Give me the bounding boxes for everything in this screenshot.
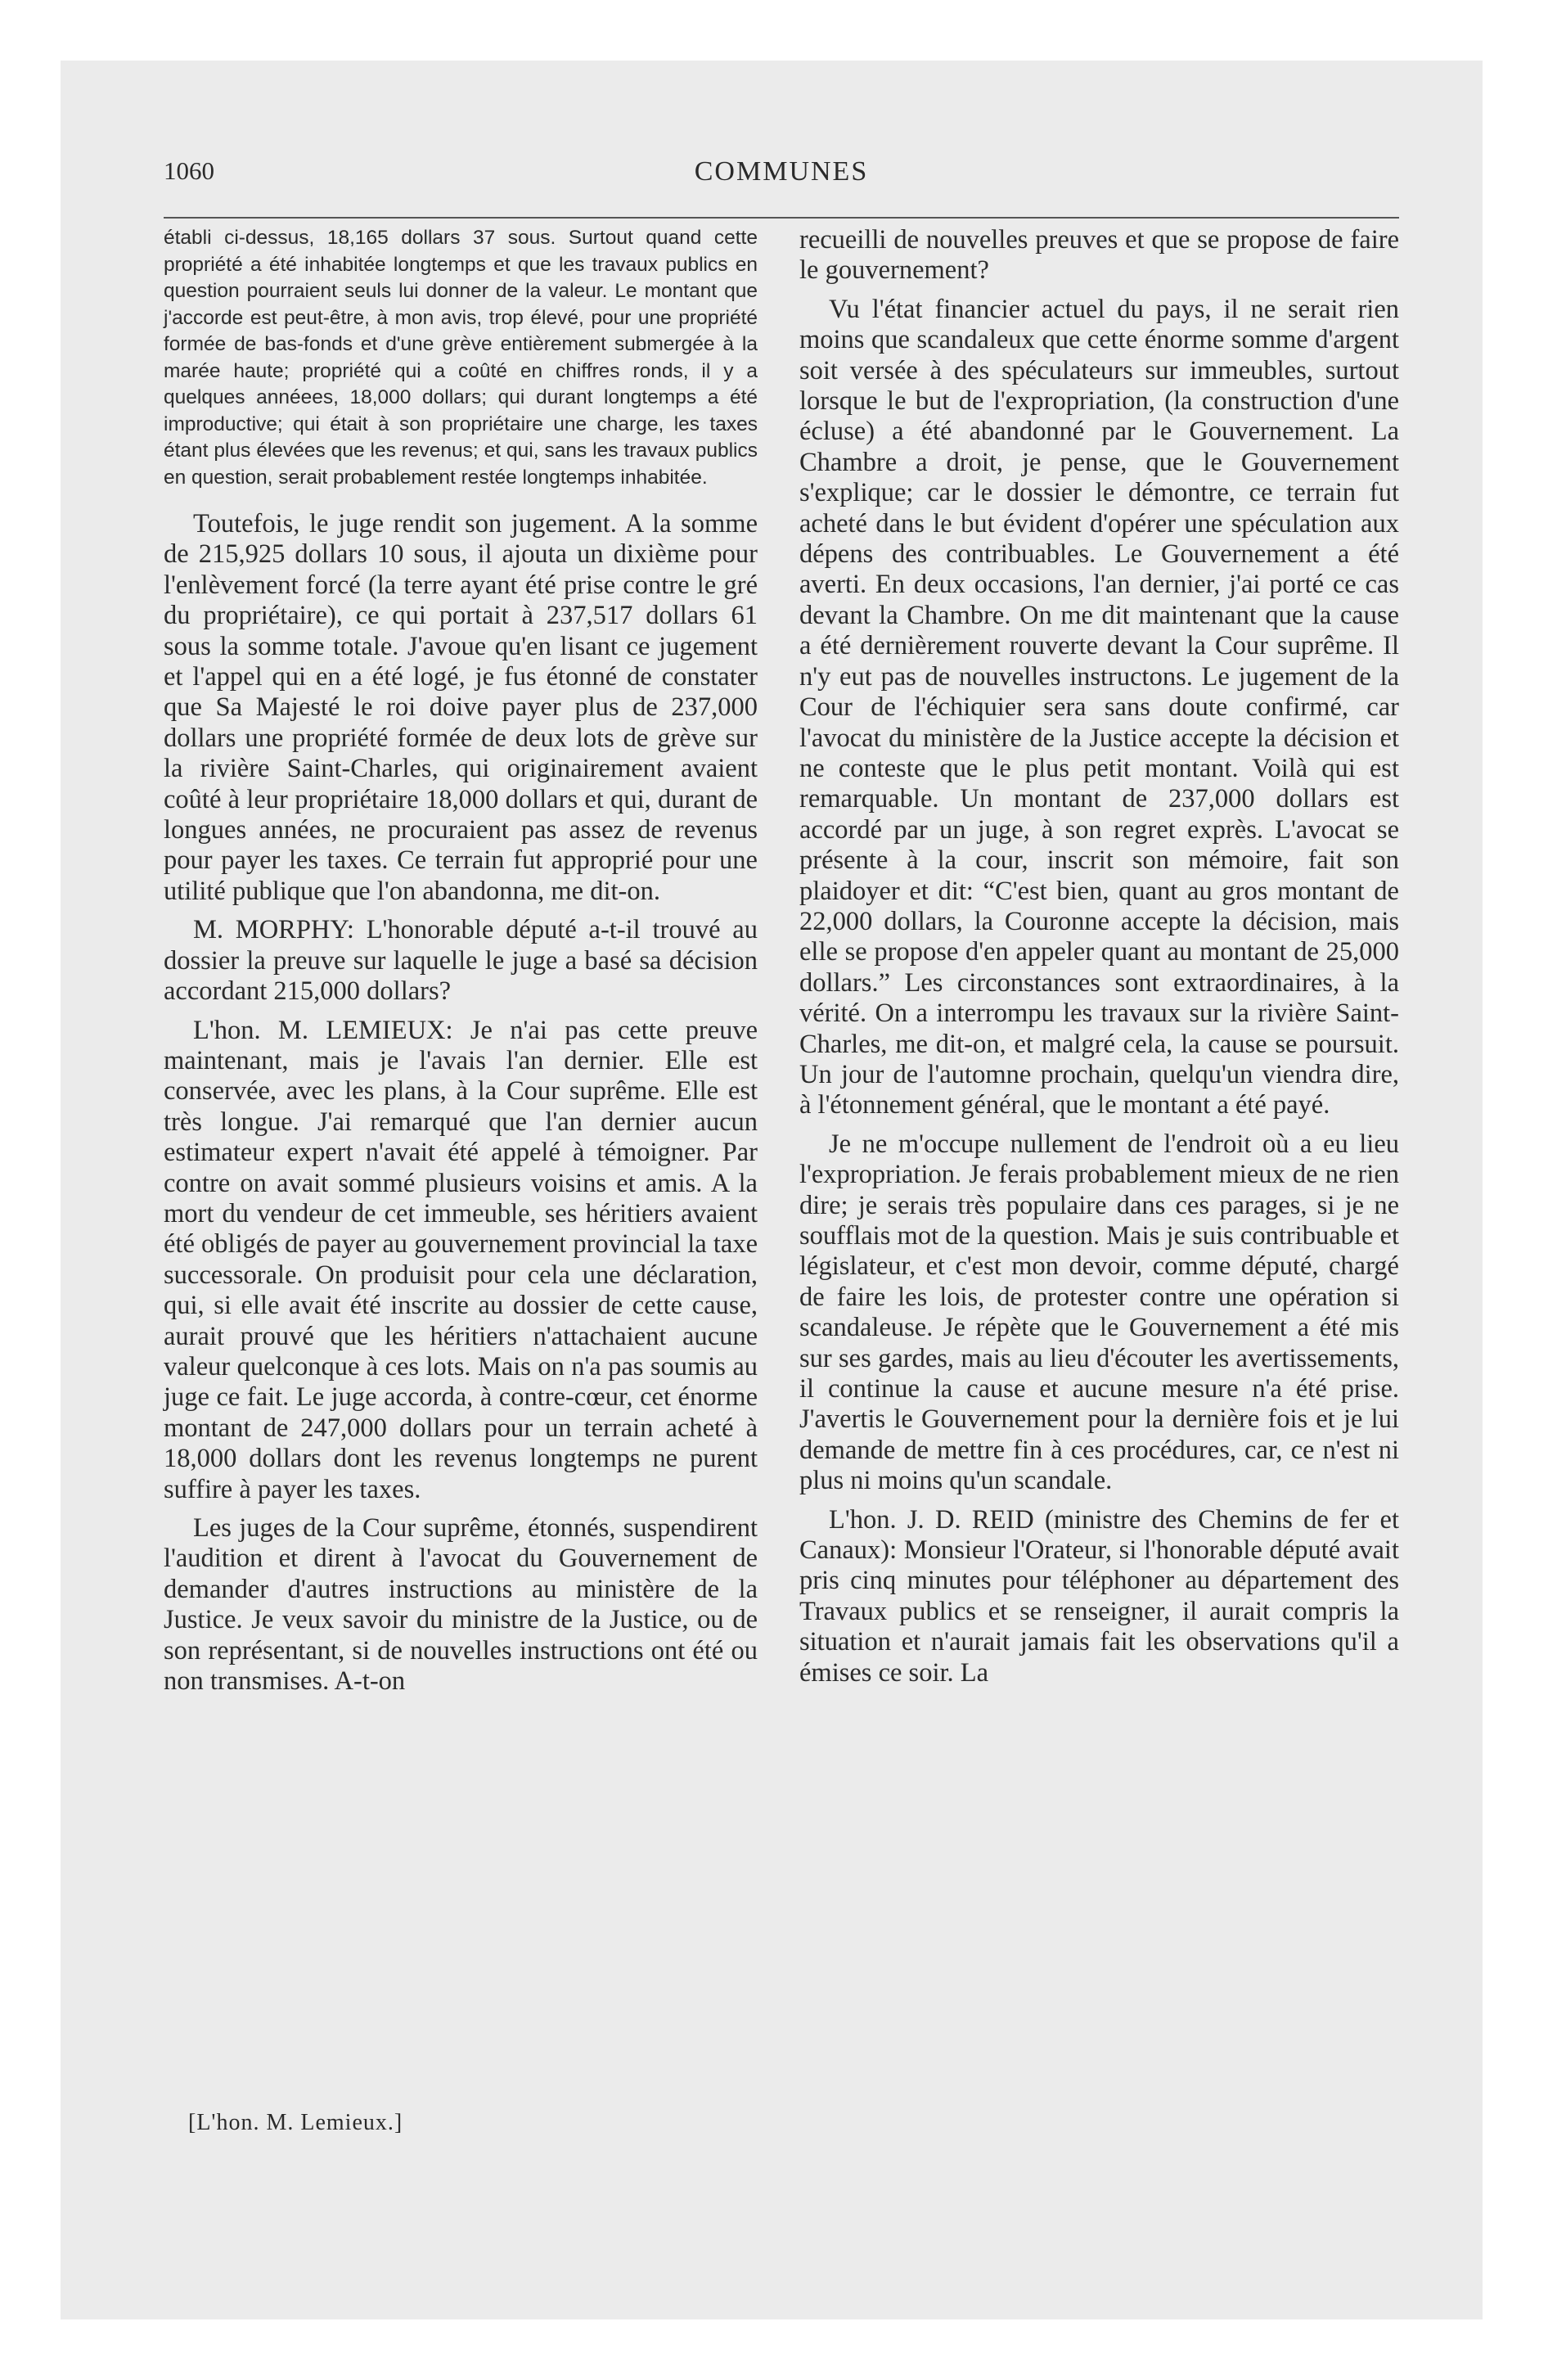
- page-number: 1060: [164, 156, 214, 185]
- speaker-footer: [L'hon. M. Lemieux.]: [188, 2110, 403, 2135]
- paragraph: Je ne m'occupe nullement de l'endroit où a eu lieu l'expropriation. Je ferais probablement mieux de ne rien dire; je serais très populaire dans ces parages, si je ne soufflais mot de la question. Mais je suis contribuable et législateur, et c'est mon devoir, comme député, chargé de faire les lois, de protester contre une opération si scandaleuse. Je répète que le Gouvernement a été mis sur ses gardes, mais au lieu d'écouter les avertissements, il continue la cause et aucune mesure n'a été prise. J'avertis le Gouvernement pour la dernière fois et je lui demande de mettre fin à ces procédures, car, ce n'est ni plus ni moins qu'un scandale.: [799, 1129, 1399, 1496]
- header-rule: [164, 217, 1399, 219]
- page-header: [164, 151, 1399, 192]
- paragraph: recueilli de nouvelles preuves et que se propose de faire le gouvernement?: [799, 225, 1399, 286]
- left-column: [164, 225, 758, 1705]
- paragraph-lemieux: L'hon. M. LEMIEUX: Je n'ai pas cette preuve maintenant, mais je l'avais l'an dernier. Elle est conservée, avec les plans, à la Cour suprême. Elle est très longue. J'ai remarqué que l'an dernier aucun estimateur expert n'avait été appelé à témoigner. Par contre on avait sommé plusieurs voisins et amis. A la mort du vendeur de cet immeuble, ses héritiers avaient été obligés de payer au gouvernement provincial la taxe successorale. On produisit pour cela une déclaration, qui, si elle avait été inscrite au dossier de cette cause, aurait prouvé que les héritiers n'attachaient aucune valeur quelconque à ces lots. Mais on n'a pas soumis au juge ce fait. Le juge accorda, à contre-cœur, cet énorme montant de 247,000 dollars pour un terrain acheté à 18,000 dollars dont les revenus longtemps ne purent suffire à payer les taxes.: [164, 1015, 758, 1504]
- right-column: [799, 225, 1399, 1697]
- paragraph-reid: L'hon. J. D. REID (ministre des Chemins de fer et Canaux): Monsieur l'Orateur, si l'honorable député avait pris cinq minutes pour téléphoner au département des Travaux publics et se renseigner, il aurait compris la situation et n'aurait jamais fait les observations qu'il a émises ce soir. La: [799, 1504, 1399, 1688]
- paragraph: Vu l'état financier actuel du pays, il ne serait rien moins que scandaleux que cette énorme somme d'argent soit versée à des spéculateurs sur immeubles, surtout lorsque le but de l'expropriation, (la construction d'une écluse) a été abandonné par le Gouvernement. La Chambre a droit, je pense, que le Gouvernement s'explique; car le dossier le démontre, ce terrain fut acheté dans le but évident d'opérer une spéculation aux dépens des contribuables. Le Gouvernement a été averti. En deux occasions, l'an dernier, j'ai porté ce cas devant la Chambre. On me dit maintenant que la cause a été dernièrement rouverte devant la Cour suprême. Il n'y eut pas de nouvelles instructons. Le jugement de la Cour de l'échiquier sera sans doute confirmé, car l'avocat du ministère de la Justice accepte la décision et ne conteste que le plus petit montant. Voilà qui est remarquable. Un montant de 237,000 dollars est accordé par un juge, à son regret exprès. L'avocat se présente à la cour, inscrit son mémoire, fait son plaidoyer et dit: “C'est bien, quant au gros montant de 22,000 dollars, la Couronne accepte la décision, mais elle se propose d'en appeler quant au montant de 25,000 dollars.” Les circonstances sont extraordinaires, à la vérité. On a interrompu les travaux sur la rivière Saint-Charles, me dit-on, et malgré cela, la cause se poursuit. Un jour de l'automne prochain, quelqu'un viendra dire, à l'étonnement général, que le montant a été payé.: [799, 294, 1399, 1120]
- paragraph: Toutefois, le juge rendit son jugement. A la somme de 215,925 dollars 10 sous, il ajouta un dixième pour l'enlèvement forcé (la terre ayant été prise contre le gré du propriétaire), ce qui portait à 237,517 dollars 61 sous la somme totale. J'avoue qu'en lisant ce jugement et l'appel qui en a été logé, je fus étonné de constater que Sa Majesté le roi doive payer plus de 237,000 dollars une propriété formée de deux lots de grève sur la rivière Saint-Charles, qui originairement avaient coûté à leur propriétaire 18,000 dollars et qui, durant de longues années, ne procuraient pas assez de revenus pour payer les taxes. Ce terrain fut approprié pour une utilité publique que l'on abandonna, me dit-on.: [164, 509, 758, 906]
- paragraph: Les juges de la Cour suprême, étonnés, suspendirent l'audition et dirent à l'avocat du Gouvernement de demander d'autres instructions au ministère de la Justice. Je veux savoir du ministre de la Justice, ou de son représentant, si de nouvelles instructions ont été ou non transmises. A-t-on: [164, 1513, 758, 1697]
- quoted-judgment: établi ci-dessus, 18,165 dollars 37 sous. Surtout quand cette propriété a été inhabitée longtemps et que les travaux publics en question pourraient seuls lui donner de la valeur. Le montant que j'accorde est peut-être, à mon avis, trop élevé, pour une propriété formée de bas-fonds et d'une grève entièrement submergée à la marée haute; propriété qui a coûté en chiffres ronds, il y a quelques annéees, 18,000 dollars; qui durant longtemps a été improductive; qui était à son propriétaire une charge, les taxes étant plus élevées que les revenus; et qui, sans les travaux publics en question, serait probablement restée longtemps inhabitée.: [164, 227, 758, 489]
- paragraph-morphy: M. MORPHY: L'honorable député a-t-il trouvé au dossier la preuve sur laquelle le juge a basé sa décision accordant 215,000 dollars?: [164, 915, 758, 1007]
- running-title: COMMUNES: [694, 156, 869, 187]
